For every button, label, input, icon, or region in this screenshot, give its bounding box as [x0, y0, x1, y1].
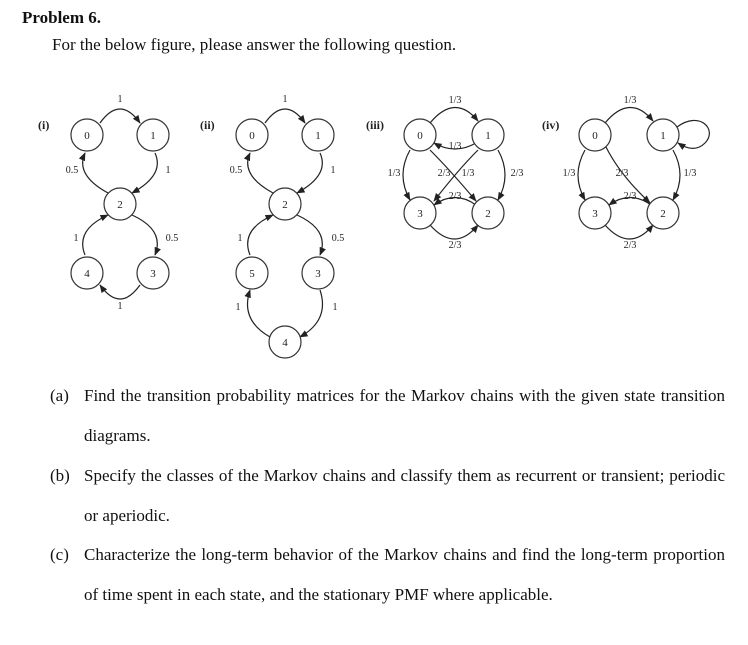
- question-label: (a): [50, 386, 69, 405]
- edge-label: 1/3: [448, 95, 462, 106]
- state-label: 0: [84, 130, 90, 142]
- state-label: 3: [417, 208, 423, 220]
- state-label: 1: [315, 130, 321, 142]
- state-label: 1: [150, 130, 156, 142]
- question-a: [50, 376, 725, 456]
- edge-1-2: [498, 150, 505, 200]
- edge-label: 1/3: [683, 168, 697, 179]
- question-label: (c): [50, 545, 69, 564]
- question-text: Characterize the long-term behavior of the Markov chains and find the long-term proportion of time spent in each state, and the stationary PMF where applicable.: [84, 545, 725, 604]
- edge-0-1: [100, 109, 140, 123]
- problem-title: Problem 6.: [22, 8, 102, 27]
- self-loop-1: [677, 120, 709, 148]
- diagram-label: (iii): [366, 118, 384, 132]
- edge-label: 0.5: [331, 233, 345, 244]
- edge-0-3: [403, 150, 410, 200]
- state-label: 5: [249, 268, 255, 280]
- edge-label: 1: [282, 94, 288, 105]
- edge-label: 1: [237, 233, 243, 244]
- edge-label: 2/3: [448, 240, 462, 251]
- state-label: 3: [150, 268, 156, 280]
- state-label: 3: [315, 268, 321, 280]
- edge-label: 2/3: [448, 191, 462, 202]
- edge-label: 2/3: [623, 191, 637, 202]
- question-text: Specify the classes of the Markov chains and classify them as recurrent or transient; periodic or aperiodic.: [84, 466, 725, 525]
- problem-intro: For the below figure, please answer the following question.: [52, 35, 457, 54]
- edge-0-3: [578, 150, 585, 200]
- state-label: 2: [660, 208, 666, 220]
- diagram-iv: [542, 95, 709, 251]
- edge-2-0: [83, 153, 108, 193]
- edge-label: 1/3: [448, 141, 462, 152]
- diagram-label: (iv): [542, 118, 560, 132]
- edge-3-2: [430, 225, 478, 239]
- state-label: 1: [660, 130, 666, 142]
- edge-label: 1/3: [461, 168, 475, 179]
- edge-label: 2/3: [615, 168, 629, 179]
- edge-0-1: [265, 109, 305, 123]
- question-label: (b): [50, 466, 70, 485]
- edge-label: 1: [235, 302, 241, 313]
- edge-label: 1/3: [387, 168, 401, 179]
- question-text: Find the transition probability matrices for the Markov chains with the given state transition diagrams.: [84, 386, 725, 445]
- edge-label: 0.5: [65, 165, 79, 176]
- edge-1-2: [297, 153, 322, 193]
- edge-label: 1: [332, 302, 338, 313]
- edge-4-5: [248, 290, 271, 337]
- edge-label: 1: [330, 165, 336, 176]
- state-label: 3: [592, 208, 598, 220]
- edge-0-1: [605, 107, 653, 123]
- state-label: 4: [282, 337, 288, 349]
- edge-2-3: [297, 215, 322, 255]
- markov-chain-figure: [0, 85, 748, 360]
- edge-1-2: [132, 153, 157, 193]
- edge-label: 1: [165, 165, 171, 176]
- edge-label: 1/3: [562, 168, 576, 179]
- edge-label: 2/3: [623, 240, 637, 251]
- edge-label: 2/3: [510, 168, 524, 179]
- edge-3-4: [300, 290, 323, 337]
- edge-label: 1: [117, 301, 123, 312]
- edge-0-1: [430, 107, 478, 123]
- edge-2-0: [248, 153, 273, 193]
- edge-label: 2/3: [437, 168, 451, 179]
- diagram-iii: [366, 95, 523, 251]
- diagram-label: (i): [38, 118, 50, 132]
- edge-1-2: [673, 150, 680, 200]
- diagram-i: [38, 94, 178, 312]
- edge-label: 1/3: [623, 95, 637, 106]
- question-b: [50, 456, 725, 536]
- state-label: 2: [282, 199, 288, 211]
- diagram-label: (ii): [200, 118, 215, 132]
- question-c: [50, 535, 725, 615]
- edge-label: 0.5: [165, 233, 179, 244]
- state-label: 0: [592, 130, 598, 142]
- diagram-ii: [200, 94, 344, 358]
- edge-3-2: [605, 225, 653, 239]
- state-label: 2: [117, 199, 123, 211]
- edge-4-2: [83, 215, 108, 255]
- edge-3-4: [100, 285, 140, 299]
- state-label: 0: [417, 130, 423, 142]
- state-label: 1: [485, 130, 491, 142]
- edge-label: 1: [73, 233, 79, 244]
- edge-label: 1: [117, 94, 123, 105]
- edge-2-3: [132, 215, 157, 255]
- state-label: 4: [84, 268, 90, 280]
- state-label: 2: [485, 208, 491, 220]
- edge-5-2: [248, 215, 273, 255]
- edge-label: 0.5: [229, 165, 243, 176]
- state-label: 0: [249, 130, 255, 142]
